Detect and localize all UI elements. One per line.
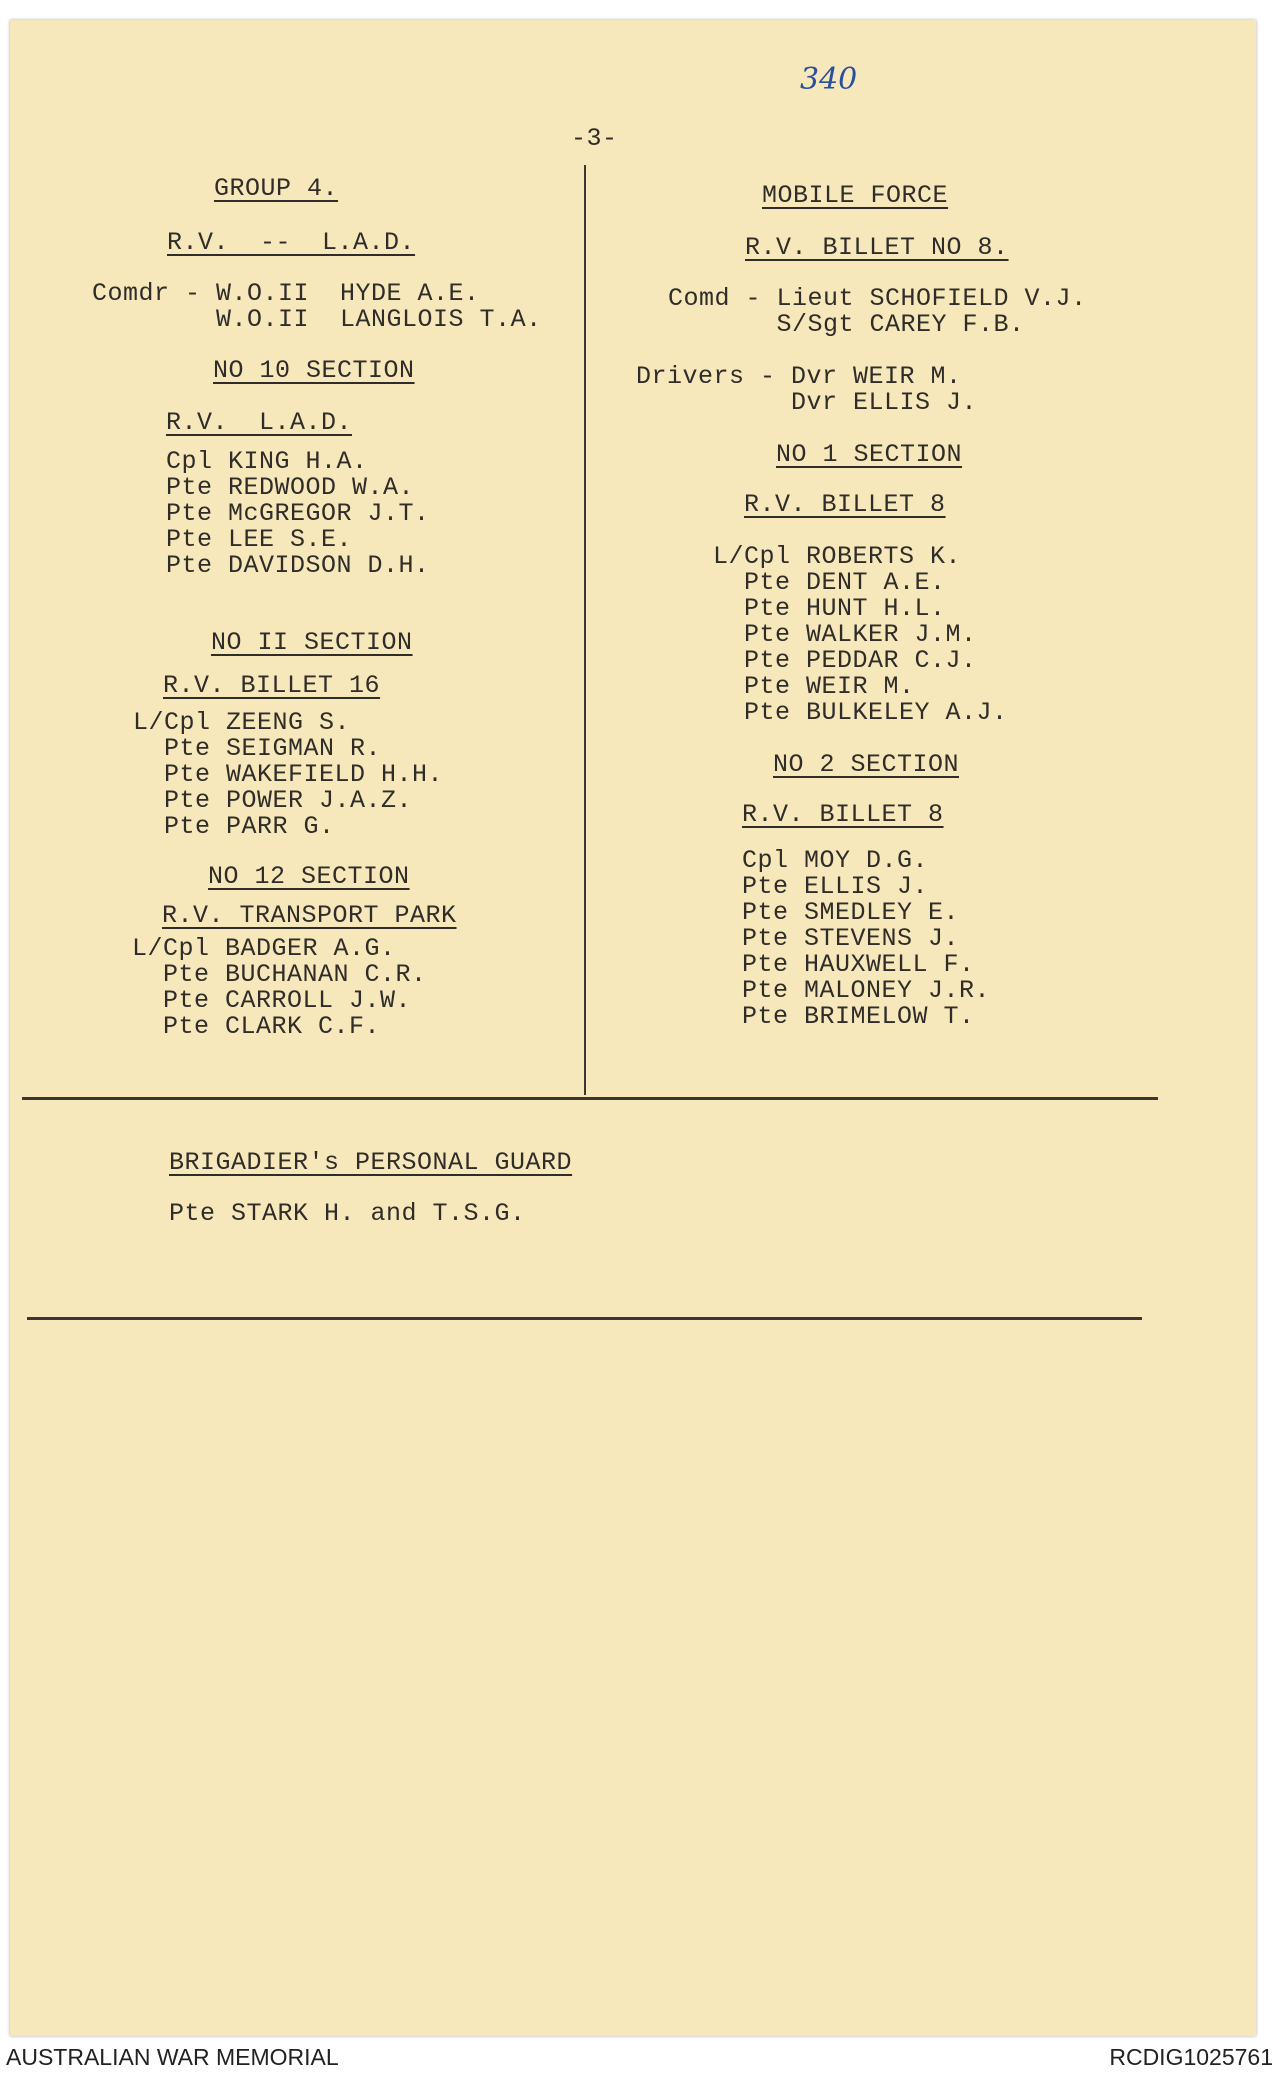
mobile-force-rv: R.V. BILLET NO 8. (745, 233, 1009, 262)
footer-source: AUSTRALIAN WAR MEMORIAL (6, 2044, 339, 2070)
member-line: Pte SEIGMAN R. (133, 734, 382, 763)
member-line: Pte PEDDAR C.J. (713, 646, 977, 675)
comd-line: Comd - Lieut SCHOFIELD V.J. (668, 284, 1087, 313)
member-line: Pte DAVIDSON D.H. (166, 551, 430, 580)
member-line: Cpl KING H.A. (166, 447, 368, 476)
member-line: Pte WAKEFIELD H.H. (133, 760, 444, 789)
footer-id: RCDIG1025761 (1109, 2044, 1273, 2070)
handwritten-page-number: 340 (800, 62, 858, 97)
member-line: Pte WALKER J.M. (713, 620, 977, 649)
section-10-title: NO 10 SECTION (213, 356, 415, 385)
member-line: Pte DENT A.E. (713, 568, 946, 597)
member-line: Pte HAUXWELL F. (742, 950, 975, 979)
member-line: L/Cpl BADGER A.G. (132, 934, 396, 963)
member-line: Pte ELLIS J. (742, 872, 929, 901)
guard-title: BRIGADIER's PERSONAL GUARD (169, 1148, 573, 1177)
member-line: Cpl MOY D.G. (742, 846, 929, 875)
section-1-rv: R.V. BILLET 8 (744, 490, 946, 519)
member-line: Pte MALONEY J.R. (742, 976, 991, 1005)
section-2-rv: R.V. BILLET 8 (742, 800, 944, 829)
member-line: Pte BUCHANAN C.R. (132, 960, 427, 989)
drivers-line: Dvr ELLIS J. (636, 388, 978, 417)
member-line: Pte HUNT H.L. (713, 594, 946, 623)
guard-line: Pte STARK H. and T.S.G. (169, 1199, 526, 1228)
member-line: Pte McGREGOR J.T. (166, 499, 430, 528)
member-line: Pte BRIMELOW T. (742, 1002, 975, 1031)
section-rule-top (22, 1097, 1158, 1100)
member-line: Pte PARR G. (133, 812, 335, 841)
member-line: Pte POWER J.A.Z. (133, 786, 413, 815)
member-line: Pte REDWOOD W.A. (166, 473, 415, 502)
comdr-line: W.O.II LANGLOIS T.A. (92, 305, 542, 334)
member-line: Pte CARROLL J.W. (132, 986, 412, 1015)
member-line: Pte LEE S.E. (166, 525, 353, 554)
member-line: Pte SMEDLEY E. (742, 898, 960, 927)
member-line: L/Cpl ROBERTS K. (713, 542, 962, 571)
mobile-force-title: MOBILE FORCE (762, 181, 949, 210)
comd-line: S/Sgt CAREY F.B. (668, 310, 1025, 339)
member-line: Pte CLARK C.F. (132, 1012, 381, 1041)
drivers-line: Drivers - Dvr WEIR M. (636, 362, 962, 391)
comdr-line: Comdr - W.O.II HYDE A.E. (92, 279, 480, 308)
section-2-title: NO 2 SECTION (773, 750, 960, 779)
group-rv: R.V. -- L.A.D. (167, 228, 416, 257)
member-line: Pte WEIR M. (713, 672, 915, 701)
section-11-rv: R.V. BILLET 16 (163, 671, 381, 700)
section-10-rv: R.V. L.A.D. (166, 408, 353, 437)
group-title: GROUP 4. (214, 174, 339, 203)
member-line: Pte STEVENS J. (742, 924, 960, 953)
section-11-title: NO II SECTION (211, 628, 413, 657)
member-line: Pte BULKELEY A.J. (713, 698, 1008, 727)
member-line: L/Cpl ZEENG S. (133, 708, 351, 737)
page-marker: -3- (571, 124, 618, 153)
section-12-title: NO 12 SECTION (208, 862, 410, 891)
column-divider (584, 165, 586, 1095)
section-1-title: NO 1 SECTION (776, 440, 963, 469)
section-rule-bottom (27, 1317, 1142, 1320)
section-12-rv: R.V. TRANSPORT PARK (162, 901, 457, 930)
